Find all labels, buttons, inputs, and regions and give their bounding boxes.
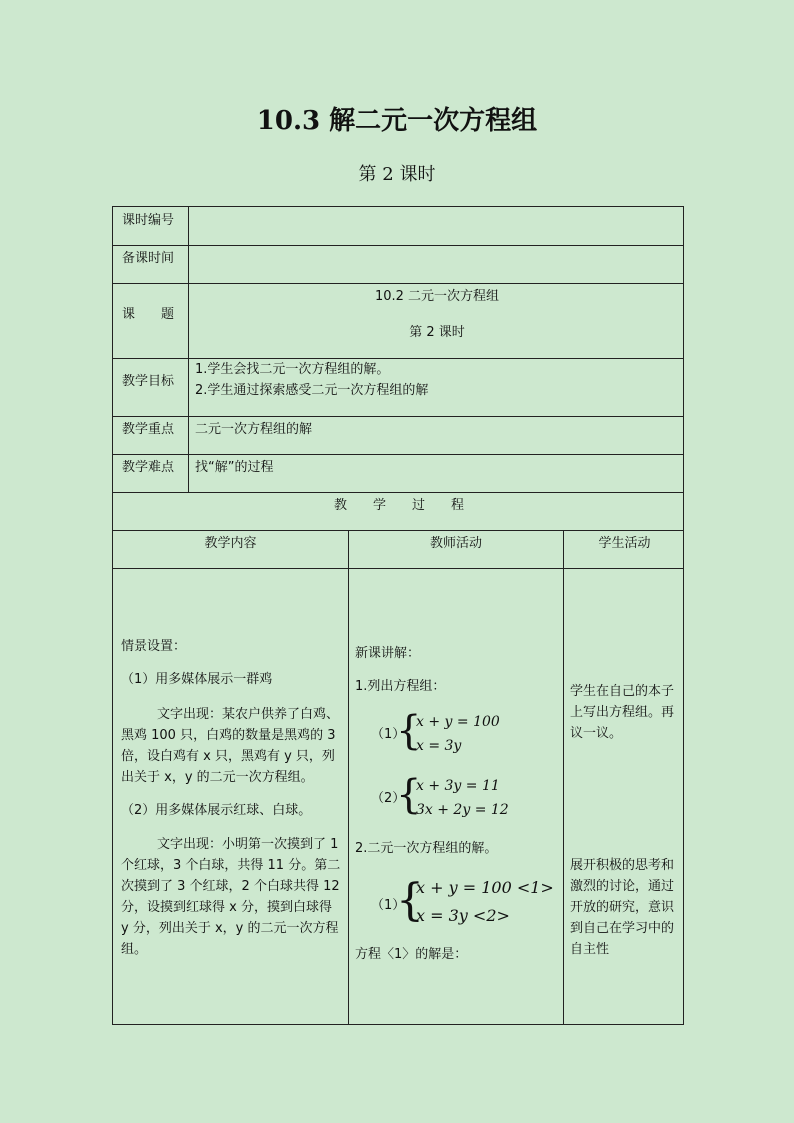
column-header-content: 教学内容 (204, 536, 257, 551)
student-activity-1: 学生在自己的本子上写出方程组。再议一议。 (570, 684, 675, 741)
equation-2-label: （2） (371, 791, 406, 806)
equation-2b: 3x + 2y = 12 (416, 802, 509, 818)
teacher-solution-prompt: 方程〈1〉的解是： (355, 947, 468, 962)
row-divider (113, 283, 683, 284)
topic-label: 课 题 (122, 307, 175, 322)
row-divider (113, 358, 683, 359)
content-item-2: （2）用多媒体展示红球、白球。 (121, 803, 312, 818)
equation-brace: { (396, 772, 422, 818)
difficulty-text: 找“解”的过程 (195, 460, 274, 475)
row-divider (113, 245, 683, 246)
process-heading: 教 学 过 程 (333, 498, 464, 513)
equation-brace: { (396, 875, 424, 926)
equation-1-label: （1） (371, 727, 406, 742)
row-divider (113, 492, 683, 493)
label-column-divider (188, 207, 189, 492)
document-title: 10.3 解二元一次方程组 (256, 106, 538, 136)
equation-1b: x = 3y (416, 738, 462, 754)
row-divider (113, 416, 683, 417)
row-divider (113, 530, 683, 531)
content-paragraph-1: 文字出现：某农户供养了白鸡、黑鸡 100 只，白鸡的数量是黑鸡的 3 倍，设白鸡有 x 只，黑鸡有 y 只，列出关于 x，y 的二元一次方程组。 (121, 707, 340, 785)
goal-2: 2.学生通过探索感受二元一次方程组的解 (195, 383, 429, 398)
lesson-plan-table (112, 206, 684, 1025)
content-scenario-heading: 情景设置： (121, 639, 187, 654)
teacher-intro: 新课讲解： (355, 646, 421, 661)
prep-time-label: 备课时间 (122, 251, 175, 266)
document-subtitle: 第 2 课时 (358, 164, 436, 185)
goal-1: 1.学生会找二元一次方程组的解。 (195, 362, 390, 377)
equation-brace: { (396, 708, 422, 754)
teacher-step-2: 2.二元一次方程组的解。 (355, 841, 498, 856)
topic-line-2: 第 2 课时 (409, 325, 465, 340)
key-point-label: 教学重点 (122, 422, 175, 437)
topic-line-1: 10.2 二元一次方程组 (374, 289, 500, 304)
equation-2a: x + 3y = 11 (416, 778, 500, 794)
key-point-text: 二元一次方程组的解 (195, 422, 313, 437)
teacher-step-1: 1.列出方程组： (355, 679, 446, 694)
column-divider (563, 530, 564, 1024)
equation-3a: x + y = 100 <1> (416, 878, 554, 897)
column-header-teacher: 教师活动 (429, 536, 482, 551)
equation-3-label: （1） (371, 898, 406, 913)
difficulty-label: 教学难点 (122, 460, 175, 475)
column-header-student: 学生活动 (598, 536, 651, 551)
equation-3b: x = 3y <2> (416, 906, 510, 925)
content-paragraph-2: 文字出现：小明第一次摸到了 1 个红球，3 个白球，共得 11 分。第二次摸到了 3 个红球，2 个白球共得 12 分，设摸到红球得 x 分，摸到白球得 y 分，列出关于 x，y 的二元一次方程组。 (121, 837, 341, 957)
lesson-number-label: 课时编号 (122, 213, 175, 228)
equation-1a: x + y = 100 (416, 714, 500, 730)
student-activity-2: 展开积极的思考和激烈的讨论，通过开放的研究，意识到自己在学习中的自主性 (570, 858, 675, 957)
column-divider (348, 530, 349, 1024)
row-divider (113, 454, 683, 455)
content-item-1: （1）用多媒体展示一群鸡 (121, 672, 273, 687)
row-divider (113, 568, 683, 569)
goals-label: 教学目标 (122, 374, 175, 389)
